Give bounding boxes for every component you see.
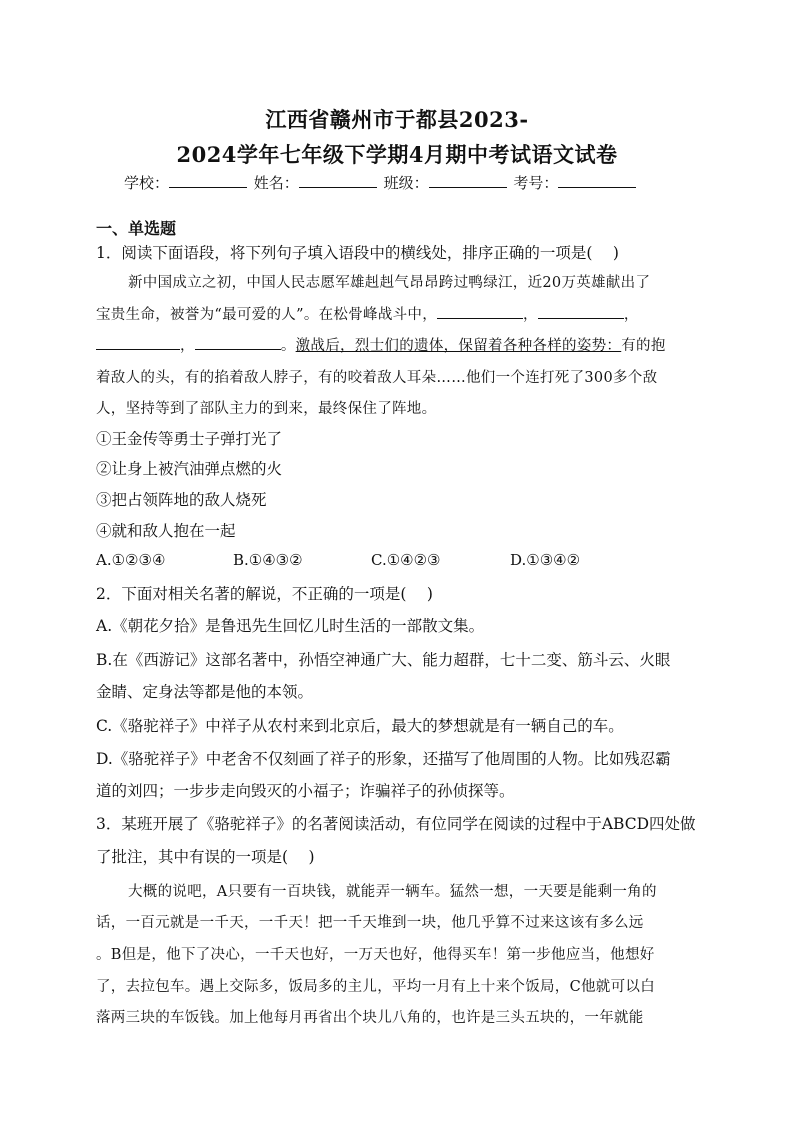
exam-no-label: 考号： (513, 174, 559, 192)
q2-option-b-line1[interactable]: B.在《西游记》这部名著中，孙悟空神通广大、能力超群，七十二变、筋斗云、火眼 (96, 651, 671, 669)
q2-option-c[interactable]: C.《骆驼祥子》中祥子从农村来到北京后，最大的梦想就是有一辆自己的车。 (96, 717, 624, 735)
q1-passage-line3 (96, 334, 666, 355)
q3-passage-line4: 了，去拉包车。遇上交际多，饭局多的主儿，平均一月有上十来个饭局，C他就可以白 (96, 979, 655, 995)
class-label: 班级： (383, 174, 429, 192)
q1-passage-comma-1: ， (523, 307, 538, 323)
q3-stem-line1: 3．某班开展了《骆驼祥子》的名著阅读活动，有位同学在阅读的过程中于ABCD四处做 (96, 815, 696, 833)
q1-sentence-3: ③把占领阵地的敌人烧死 (96, 491, 267, 509)
section-heading: 一、单选题 (96, 219, 177, 238)
q1-option-b[interactable]: B.①④③② (233, 551, 303, 569)
q1-option-c[interactable]: C.①④②③ (371, 551, 441, 569)
q1-passage-line2 (96, 303, 639, 324)
q1-stem: 1．阅读下面语段，将下列句子填入语段中的横线处，排序正确的一项是( ) (96, 244, 619, 262)
q1-passage-line1: 新中国成立之初，中国人民志愿军雄赳赳气昂昂跨过鸭绿江，近20万英雄献出了 (128, 275, 651, 291)
q2-stem: 2．下面对相关名著的解说，不正确的一项是( ) (96, 585, 433, 603)
q3-passage-line1: 大概的说吧，A只要有一百块钱，就能弄一辆车。猛然一想，一天要是能剩一角的 (128, 884, 657, 900)
q2-option-b-line2: 金睛、定身法等都是他的本领。 (96, 683, 314, 701)
q1-blank-4[interactable] (195, 337, 281, 350)
q1-sentence-2: ②让身上被汽油弹点燃的火 (96, 460, 283, 478)
q1-passage-line3-tail: 有的抱 (621, 338, 666, 354)
q1-option-d[interactable]: D.①③④② (510, 551, 581, 569)
student-info-row (124, 172, 684, 193)
q3-passage-line3: 。B但是，他下了决心，一千天也好，一万天也好，他得买车！第一步他应当，他想好 (96, 947, 655, 963)
page-title-line2: 2024学年七年级下学期4月期中考试语文试卷 (176, 142, 618, 167)
q1-passage-comma-3: ， (180, 338, 195, 354)
q1-sentence-4: ④就和敌人抱在一起 (96, 522, 236, 540)
q1-passage-line4: 着敌人的头，有的掐着敌人脖子，有的咬着敌人耳朵……他们一个连打死了300多个敌 (96, 370, 658, 386)
q3-stem-line2: 了批注，其中有误的一项是( ) (96, 848, 315, 866)
q1-blank-3[interactable] (96, 337, 180, 350)
q1-underlined-sentence: 激战后，烈士们的遗体，保留着各种各样的姿势： (295, 338, 622, 354)
name-label: 姓名： (253, 174, 299, 192)
q1-option-a[interactable]: A.①②③④ (96, 551, 166, 569)
name-field[interactable] (299, 173, 377, 188)
q1-passage-comma-2: ， (623, 307, 639, 323)
exam-no-field[interactable] (558, 173, 636, 188)
school-field[interactable] (169, 173, 247, 188)
q1-passage-line2-text: 宝贵生命，被誉为“最可爱的人”。在松骨峰战斗中， (96, 307, 438, 323)
class-field[interactable] (429, 173, 507, 188)
school-label: 学校： (124, 174, 170, 192)
q1-blank-2[interactable] (538, 306, 624, 319)
q2-option-d-line2: 道的刘四；一步步走向毁灭的小福子；诈骗祥子的孙侦探等。 (96, 782, 515, 800)
q3-passage-line2: 话，一百元就是一千天，一千天！把一千天堆到一块，他几乎算不过来这该有多么远 (96, 915, 644, 931)
q1-passage-line5: 人，坚持等到了部队主力的到来，最终保住了阵地。 (96, 401, 437, 417)
q2-option-a[interactable]: A.《朝花夕拾》是鲁迅先生回忆儿时生活的一部散文集。 (96, 617, 485, 635)
page-title-line1: 江西省赣州市于都县2023- (265, 107, 529, 132)
q1-passage-period: 。 (280, 338, 296, 354)
q2-option-d-line1[interactable]: D.《骆驼祥子》中老舍不仅刻画了祥子的形象，还描写了他周围的人物。比如残忍霸 (96, 750, 671, 768)
q1-blank-1[interactable] (437, 306, 523, 319)
q3-passage-line5: 落两三块的车饭钱。加上他每月再省出个块儿八角的，也许是三头五块的，一年就能 (96, 1010, 644, 1026)
q1-sentence-1: ①王金传等勇士子弹打光了 (96, 430, 283, 448)
